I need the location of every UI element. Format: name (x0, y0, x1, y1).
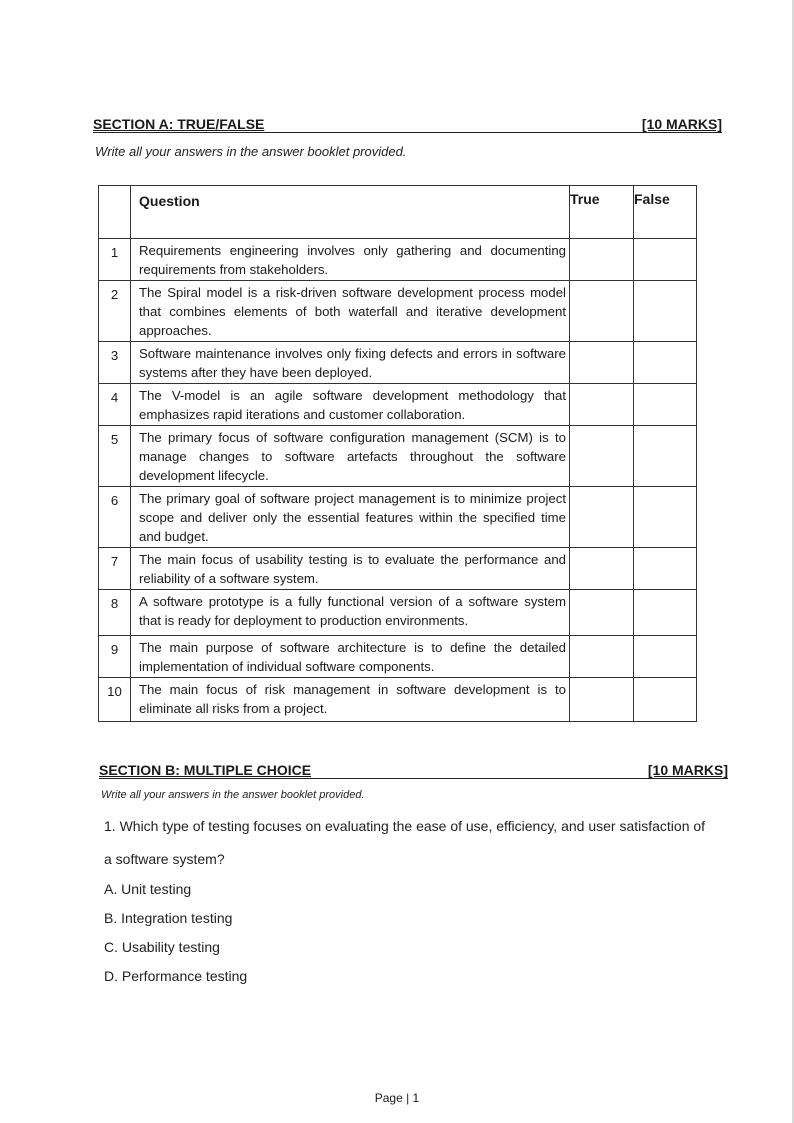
row-number: 9 (99, 636, 131, 678)
question-text: The V-model is an agile software development methodology that emphasizes rapid iterations and customer collaboration. (131, 384, 570, 426)
section-a-title: SECTION A: TRUE/FALSE (93, 116, 265, 132)
row-number: 5 (99, 426, 131, 487)
question-text: Requirements engineering involves only gathering and documenting requirements from stakeholders. (131, 239, 570, 281)
section-a-marks: [10 MARKS] (641, 116, 722, 132)
mcq-question-line-2: a software system? (104, 851, 225, 867)
true-false-table (98, 185, 697, 722)
page-number: Page | 1 (374, 1091, 420, 1105)
row-number: 4 (99, 384, 131, 426)
section-b-header (99, 762, 728, 779)
table-row (99, 636, 697, 678)
question-text: The primary focus of software configuration management (SCM) is to manage changes to software artefacts throughout the software development lifecycle. (131, 426, 570, 487)
question-text: The Spiral model is a risk-driven software development process model that combines elements of both waterfall and iterative development approaches. (131, 281, 570, 342)
question-text: The main focus of risk management in software development is to eliminate all risks from a project. (131, 678, 570, 722)
question-text: The main purpose of software architecture is to define the detailed implementation of individual software components. (131, 636, 570, 678)
question-text: The main focus of usability testing is to evaluate the performance and reliability of a software system. (131, 548, 570, 590)
false-answer-cell (634, 384, 697, 426)
false-answer-cell (634, 678, 697, 722)
true-answer-cell (570, 636, 634, 678)
row-number: 1 (99, 239, 131, 281)
false-answer-cell (634, 487, 697, 548)
mcq-option-b: B. Integration testing (104, 910, 233, 926)
false-answer-cell (634, 426, 697, 487)
section-a-instruction: Write all your answers in the answer booklet provided. (95, 144, 407, 159)
row-number: 8 (99, 590, 131, 636)
true-answer-cell (570, 426, 634, 487)
table-row (99, 384, 697, 426)
false-answer-cell (634, 548, 697, 590)
mcq-question-line-1: 1. Which type of testing focuses on evaluating the ease of use, efficiency, and user satisfaction of (104, 818, 706, 834)
mcq-option-a: A. Unit testing (104, 881, 192, 897)
false-header: False (634, 186, 697, 239)
mcq-option-c: C. Usability testing (104, 939, 220, 955)
row-number: 2 (99, 281, 131, 342)
row-number: 7 (99, 548, 131, 590)
question-text: Software maintenance involves only fixing defects and errors in software systems after they have been deployed. (131, 342, 570, 384)
row-number: 3 (99, 342, 131, 384)
question-text: A software prototype is a fully functional version of a software system that is ready for deployment to production environments. (131, 590, 570, 636)
row-number: 6 (99, 487, 131, 548)
question-text: The primary goal of software project management is to minimize project scope and deliver only the essential features within the specified time and budget. (131, 487, 570, 548)
table-row (99, 487, 697, 548)
true-answer-cell (570, 342, 634, 384)
table-row (99, 342, 697, 384)
true-answer-cell (570, 590, 634, 636)
row-number: 10 (99, 678, 131, 722)
true-answer-cell (570, 678, 634, 722)
question-header: Question (131, 186, 570, 239)
section-b-title: SECTION B: MULTIPLE CHOICE (99, 762, 312, 778)
true-answer-cell (570, 239, 634, 281)
true-answer-cell (570, 548, 634, 590)
false-answer-cell (634, 636, 697, 678)
false-answer-cell (634, 342, 697, 384)
true-answer-cell (570, 281, 634, 342)
table-row (99, 239, 697, 281)
table-row (99, 281, 697, 342)
false-answer-cell (634, 281, 697, 342)
section-b-instruction: Write all your answers in the answer booklet provided. (101, 789, 365, 801)
mcq-option-d: D. Performance testing (104, 968, 248, 984)
false-answer-cell (634, 590, 697, 636)
table-row (99, 426, 697, 487)
table-row (99, 548, 697, 590)
table-row (99, 590, 697, 636)
number-header (99, 186, 131, 239)
true-answer-cell (570, 384, 634, 426)
true-answer-cell (570, 487, 634, 548)
section-a-header (93, 116, 722, 133)
table-row (99, 678, 697, 722)
table-header-row (99, 186, 697, 239)
section-b-marks: [10 MARKS] (647, 762, 728, 778)
true-header: True (570, 186, 634, 239)
false-answer-cell (634, 239, 697, 281)
